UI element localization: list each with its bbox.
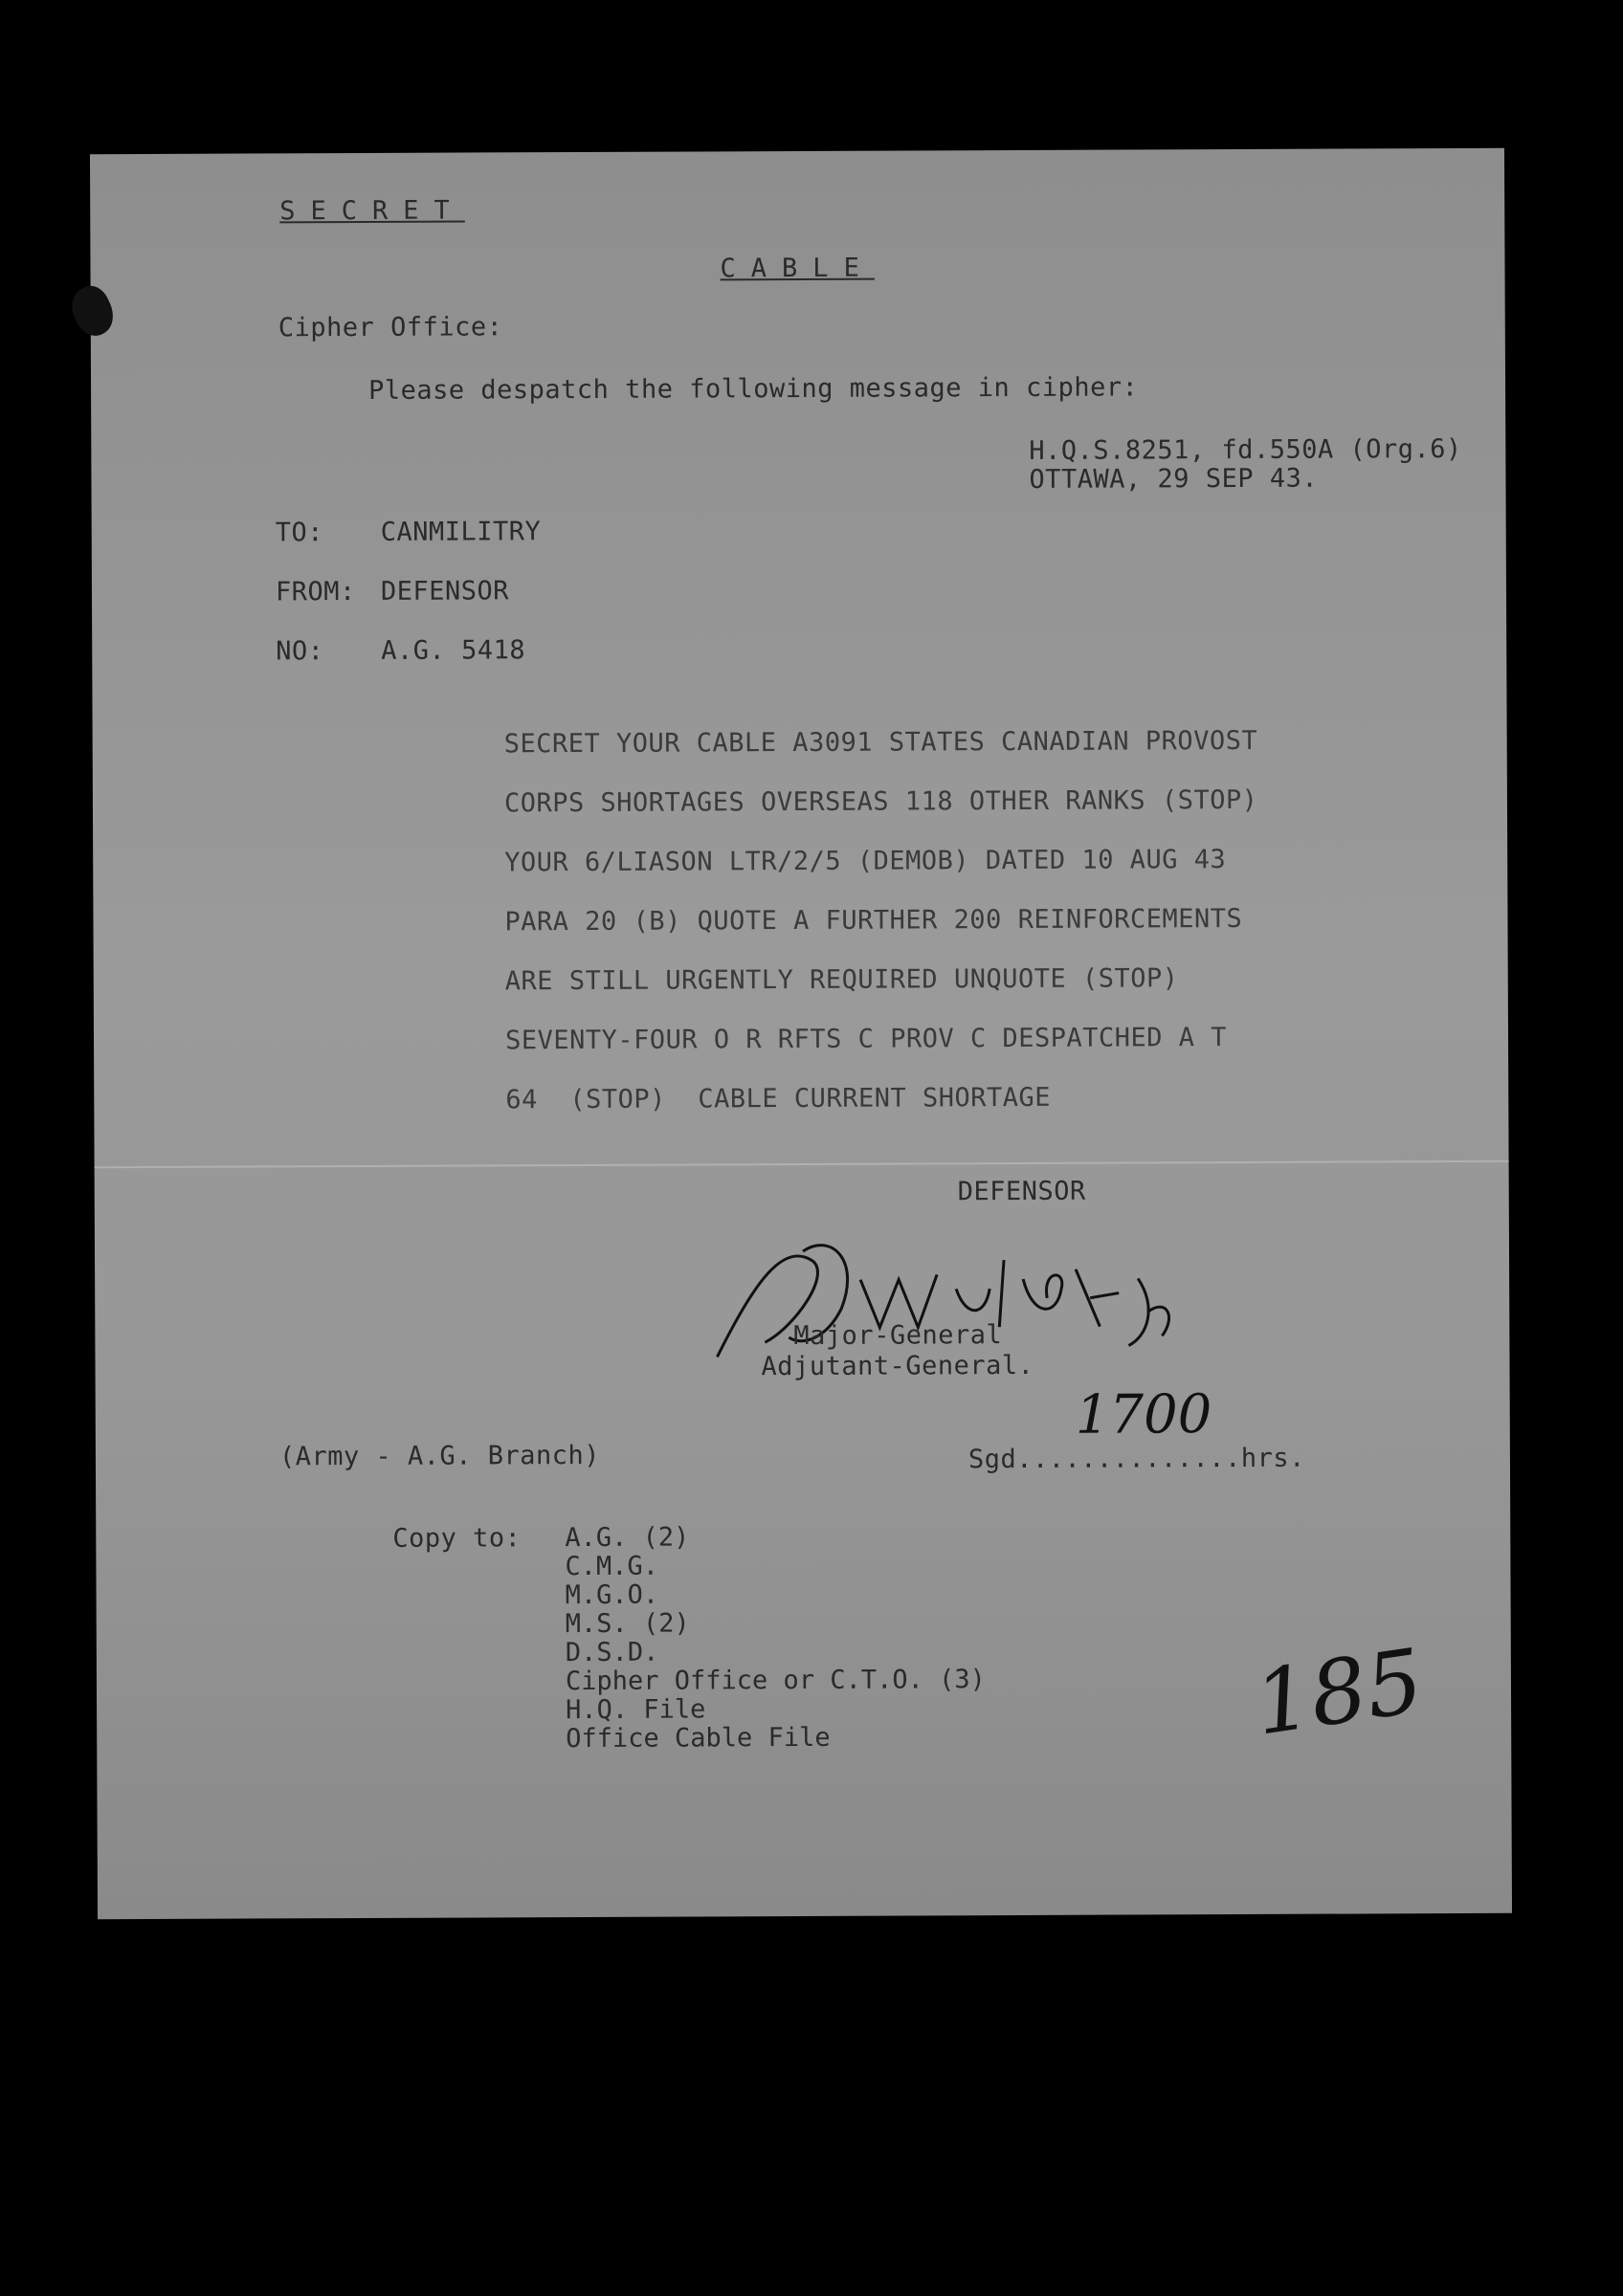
to-label: TO: — [275, 518, 324, 548]
message-line: SECRET YOUR CABLE A3091 STATES CANADIAN PROVOST — [503, 725, 1258, 760]
handwritten-page-number: 185 — [1248, 1629, 1430, 1755]
list-item: D.S.D. — [565, 1637, 659, 1668]
list-item: C.M.G. — [565, 1551, 659, 1582]
list-item: A.G. (2) — [565, 1522, 690, 1554]
message-line: SEVENTY-FOUR O R RFTS C PROV C DESPATCHED A T — [504, 1023, 1228, 1056]
signatory-rank: Major-General — [793, 1320, 1003, 1352]
copy-to-label: Copy to: — [392, 1523, 522, 1554]
document-type: CABLE — [720, 253, 875, 284]
number-value: A.G. 5418 — [381, 635, 526, 666]
clip-mark-icon — [65, 280, 121, 342]
list-item: M.S. (2) — [565, 1608, 690, 1640]
list-item: Cipher Office or C.T.O. (3) — [565, 1665, 986, 1697]
branch: (Army - A.G. Branch) — [278, 1440, 601, 1472]
handwritten-time: 1700 — [1075, 1383, 1212, 1446]
message-line: YOUR 6/LIASON LTR/2/5 (DEMOB) DATED 10 AUG 43 — [504, 845, 1227, 878]
number-label: NO: — [276, 636, 324, 667]
from-label: FROM: — [275, 577, 356, 607]
message-line: ARE STILL URGENTLY REQUIRED UNQUOTE (STOP) — [504, 963, 1179, 997]
signed-hours: Sgd..............hrs. — [967, 1443, 1305, 1475]
file-reference: H.Q.S.8251, fd.550A (Org.6) — [1029, 433, 1462, 466]
from-value: DEFENSOR — [380, 576, 510, 607]
fold-line — [95, 1160, 1509, 1168]
to-value: CANMILITRY — [380, 517, 542, 547]
list-item: Office Cable File — [566, 1722, 831, 1755]
message-line: PARA 20 (B) QUOTE A FURTHER 200 REINFORCEMENTS — [504, 903, 1243, 938]
instruction: Please despatch the following message in cipher: — [367, 372, 1139, 406]
list-item: M.G.O. — [565, 1579, 659, 1611]
sign-off: DEFENSOR — [957, 1176, 1086, 1207]
document-page — [90, 148, 1512, 1919]
addressee: Cipher Office: — [278, 312, 503, 343]
list-item: H.Q. File — [566, 1694, 706, 1726]
message-line: 64 (STOP) CABLE CURRENT SHORTAGE — [505, 1082, 1052, 1115]
signatory-title: Adjutant-General. — [761, 1350, 1034, 1382]
classification-mark: SECRET — [279, 195, 465, 227]
message-line: CORPS SHORTAGES OVERSEAS 118 OTHER RANKS (STOP) — [503, 784, 1258, 819]
place-date: OTTAWA, 29 SEP 43. — [1029, 463, 1319, 495]
